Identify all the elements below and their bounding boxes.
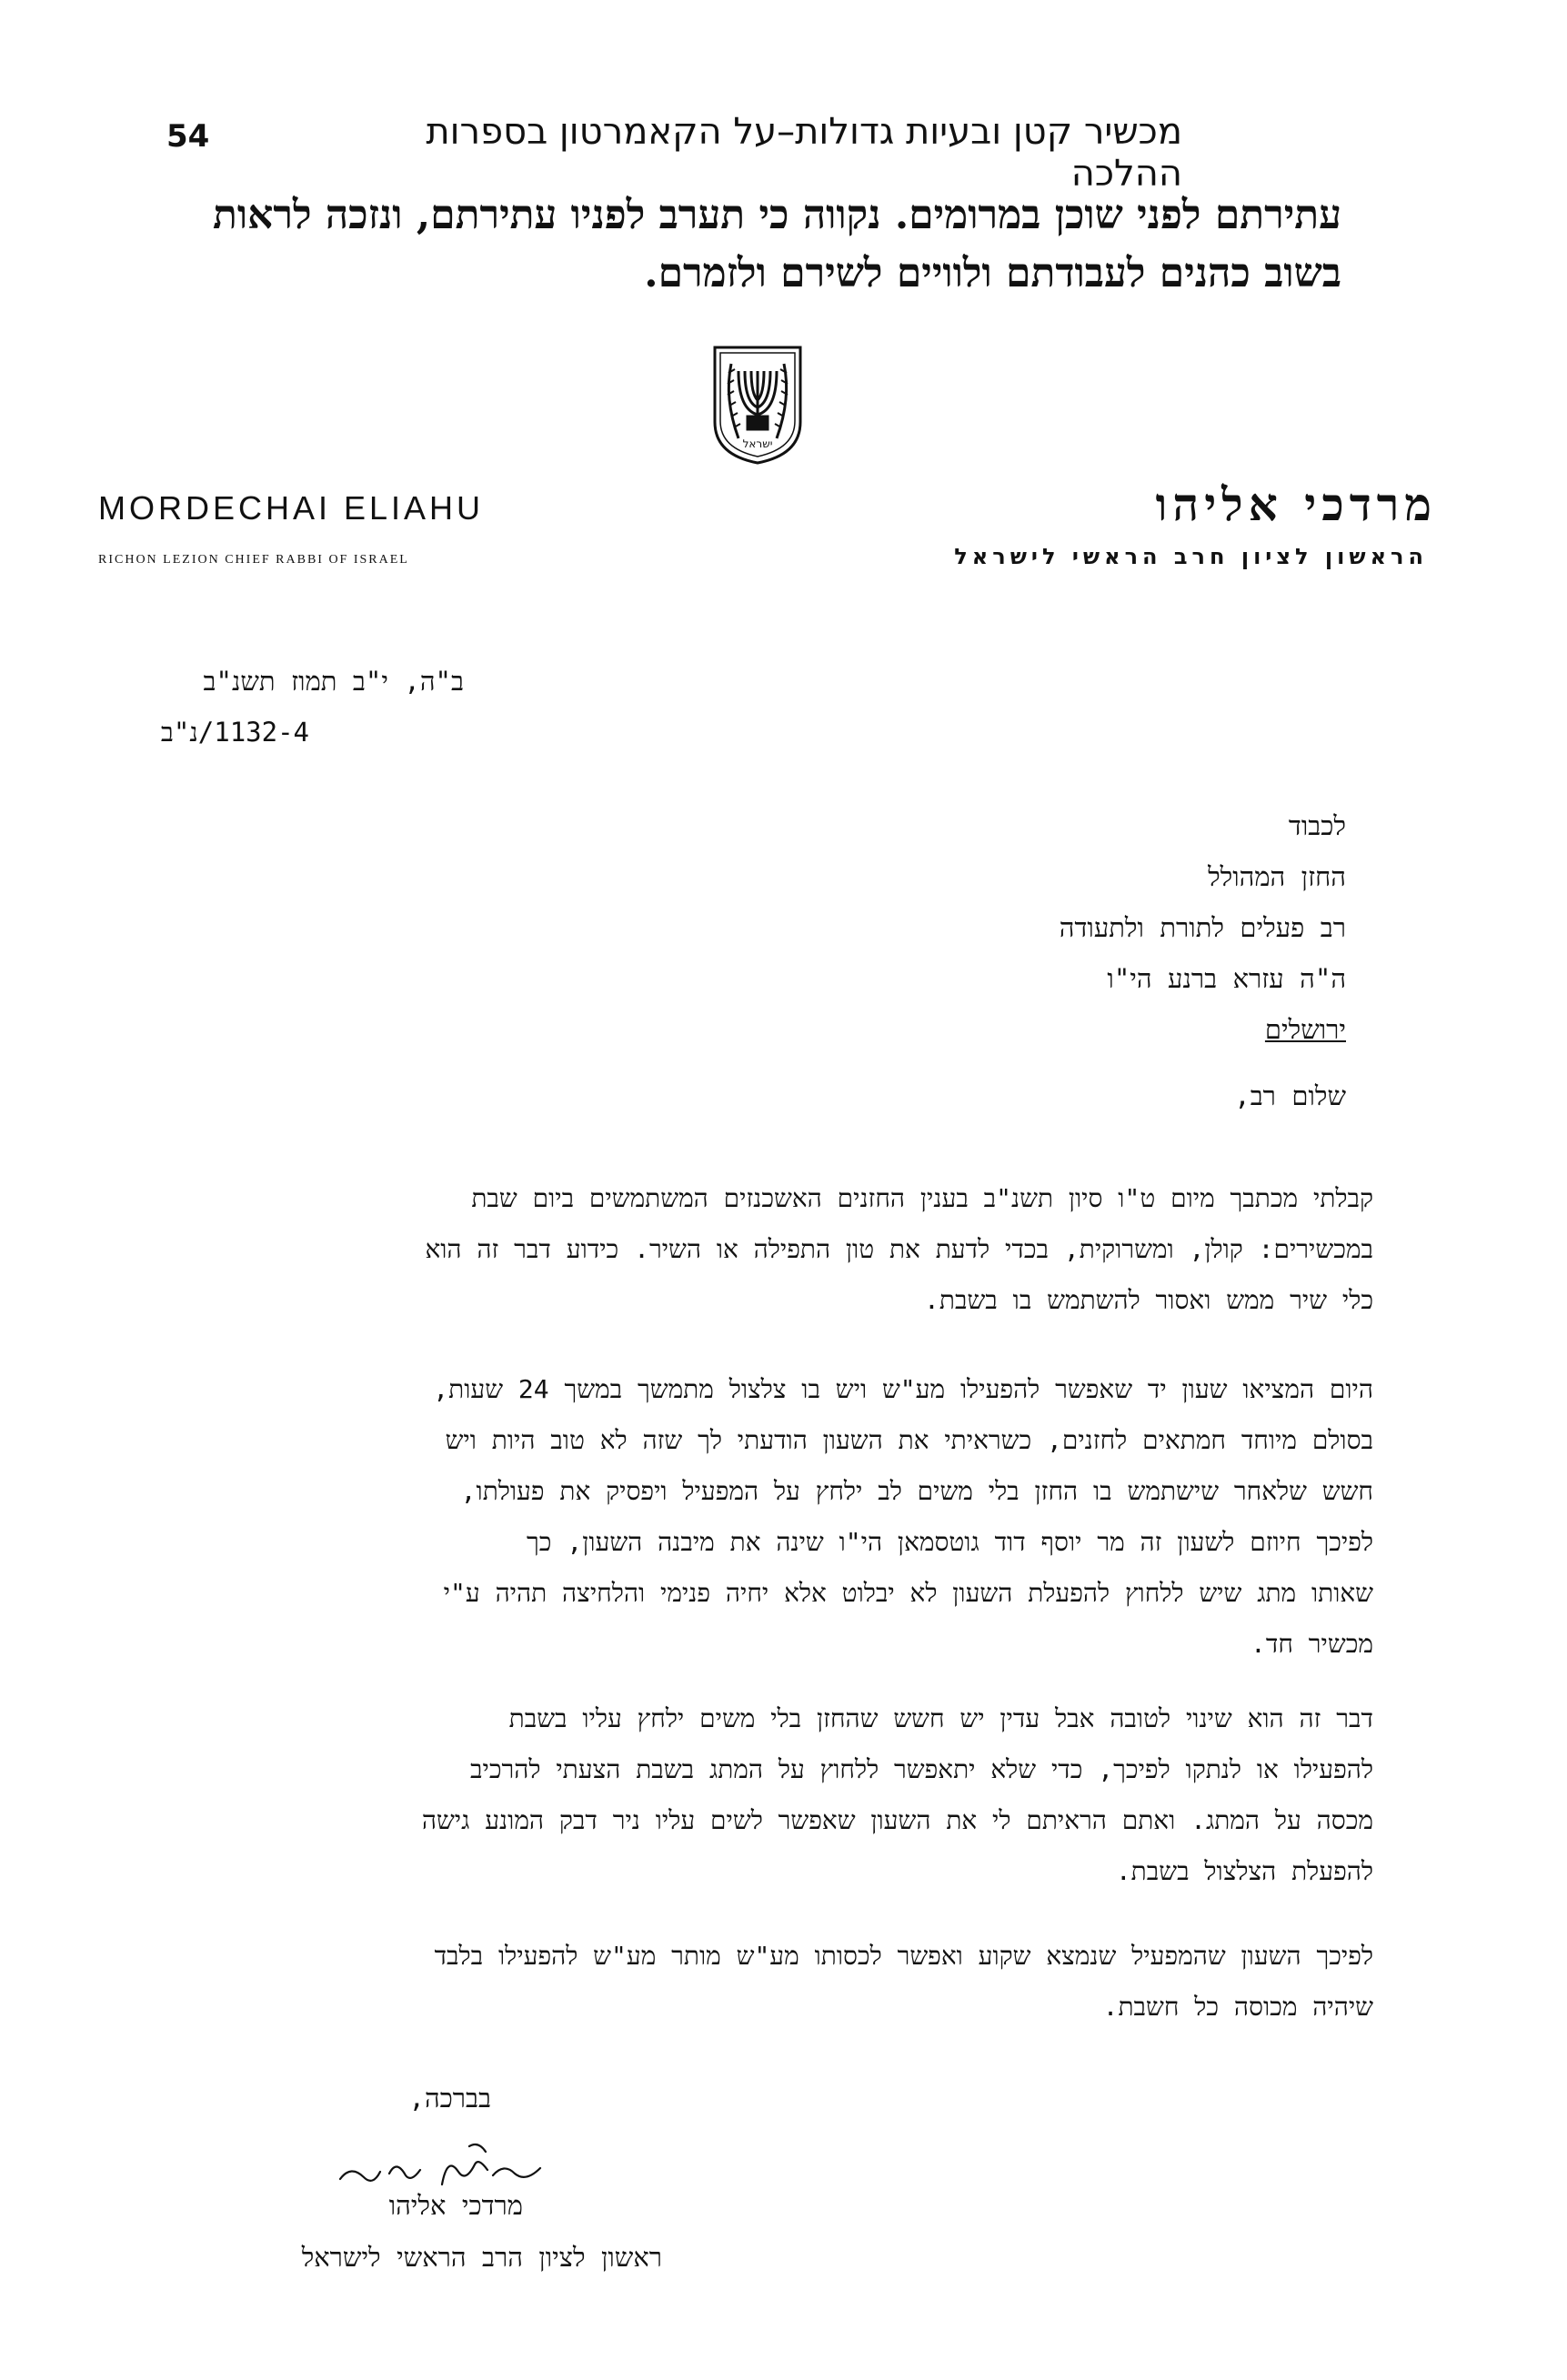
intro-paragraph — [155, 186, 1341, 303]
letterhead-name-he: מרדכי אליהו — [1155, 477, 1437, 531]
paragraph-line: כלי שיר ממש ואסור להשתמש בו בשבת. — [924, 1285, 1373, 1315]
greeting: שלום רב, — [1234, 1080, 1346, 1111]
paragraph-line: במכשירים: קולן, ומשרוקית, בכדי לדעת את טון התפילה או השיר. כידוע דבר זה הוא — [425, 1234, 1373, 1264]
intro-line: בשוב כהנים לעבודתם ולוויים לשירם ולזמרם. — [644, 250, 1341, 296]
body-paragraph — [136, 1364, 1373, 1670]
handwritten-signature — [333, 2137, 551, 2192]
addressee-line: רב פעלים לתורת ולתעודה — [1059, 912, 1346, 943]
addressee-block — [909, 800, 1346, 1055]
reference-number: 1132-4/נ"ב — [160, 717, 309, 748]
paragraph-line: לפיכך חיוזם לשעון זה מר יוסף דוד גוטסמאן הי"ו שינה את מיבנה השעון, כך — [527, 1527, 1373, 1557]
addressee-line: החזן המהולל — [1208, 861, 1346, 892]
paragraph-line: בסולם מיוחד חמתאים לחזנים, כשראיתי את השעון הודעתי לך שזה לא טוב היות ויש — [445, 1425, 1373, 1455]
paragraph-line: להפעילו או לנתקו לפיכך, כדי שלא יתאפשר ללחוץ על המתג בשבת הצעתי להרכיב — [470, 1754, 1373, 1784]
running-header: מכשיר קטן ובעיות גדולות–על הקאמרטון בספרות ההלכה — [426, 111, 1182, 195]
intro-line: עתירתם לפני שוכן במרומים. נקווה כי תערב לפניו עתירתם, ונזכה לראות — [213, 192, 1341, 238]
paragraph-line: להפעלת הצלצול בשבת. — [1115, 1856, 1373, 1886]
letterhead-title-en: RICHON LEZION CHIEF RABBI OF ISRAEL — [98, 553, 409, 567]
paragraph-line: דבר זה הוא שינוי לטובה אבל עדין יש חשש שהחזן בלי משים ילחץ עליו בשבת — [508, 1703, 1373, 1733]
paragraph-line: שיהיה מכוסה כל חשבת. — [1102, 1992, 1373, 2022]
svg-text:ישראל: ישראל — [742, 437, 773, 450]
addressee-line: ה"ה עזרא ברנע הי"ו — [1107, 963, 1346, 994]
signer-title: ראשון לציון הרב הראשי לישראל — [301, 2242, 662, 2273]
paragraph-line: שאותו מתג שיש ללחוץ להפעלת השעון לא יבלוט אלא יחיה פנימי והלחיצה תהיה ע"י — [443, 1578, 1373, 1608]
paragraph-line: מכשיר חד. — [1251, 1629, 1373, 1659]
letterhead-title-he: הראשון לציון חרב הראשי לישראל — [954, 544, 1428, 569]
body-paragraph — [136, 1931, 1373, 2033]
addressee-line: לכבוד — [1288, 810, 1346, 841]
paragraph-line: היום המציאו שעון יד שאפשר להפעילו מע"ש ויש בו צלצול מתמשך במשך 24 שעות, — [433, 1374, 1373, 1404]
letterhead-name-en: MORDECHAI ELIAHU — [98, 489, 485, 527]
addressee-city: ירושלים — [1264, 1014, 1346, 1045]
body-paragraph — [136, 1693, 1373, 1897]
paragraph-line: לפיכך השעון שהמפעיל שנמצא שקוע ואפשר לכסותו מע"ש מותר מע"ש להפעילו בלבד — [434, 1941, 1373, 1971]
paragraph-line: מכסה על המתג. ואתם הראיתם לי את השעון שאפשר לשים עליו ניר דבק המונע גישה — [421, 1805, 1373, 1835]
paragraph-line: חשש שלאחר שישתמש בו החזן בלי משים לב ילחץ על המפעיל ויפסיק את פעולתו, — [460, 1476, 1373, 1506]
paragraph-line: קבלתי מכתבך מיום ט"ו סיון תשנ"ב בענין החזנים האשכנזים המשתמשים ביום שבת — [471, 1183, 1373, 1213]
body-paragraph — [136, 1173, 1373, 1326]
letter-date: ב"ה, י"ב תמוז תשנ"ב — [203, 666, 464, 697]
signer-name: מרדכי אליהו — [388, 2190, 523, 2221]
page-number: 54 — [166, 118, 210, 155]
closing-salutation: בברכה, — [408, 2083, 491, 2114]
state-emblem-icon — [708, 344, 808, 467]
